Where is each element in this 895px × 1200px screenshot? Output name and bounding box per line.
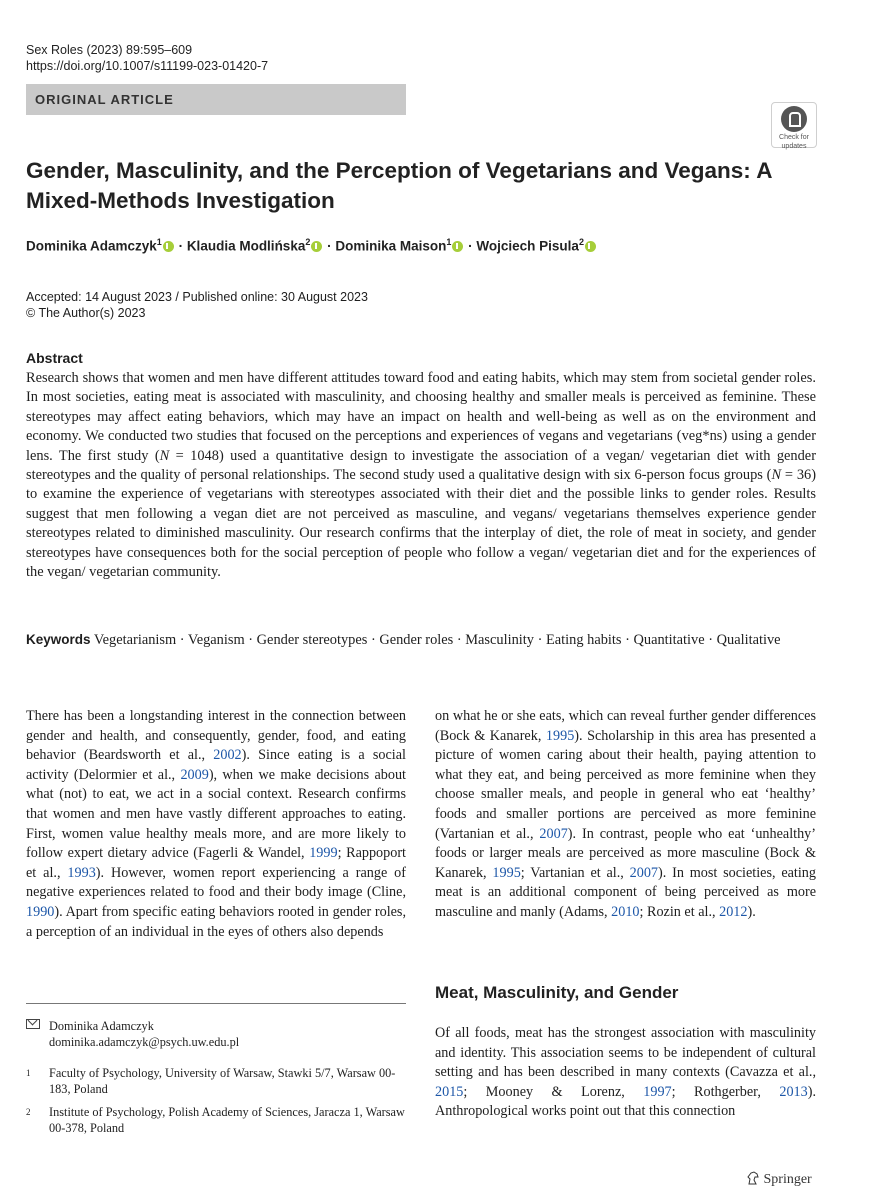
accepted-published-dates: Accepted: 14 August 2023 / Published online: 30 August 2023	[26, 290, 368, 304]
body-text: ), when we make decisions about what (not) to eat, we act in a social context. Research confirms that women and men have vastly different approaches to eating. First, women value healthy meals more, and are more likely to follow expert dietary advice (Fagerli & Wandel,	[26, 766, 406, 862]
body-text: ).	[747, 903, 756, 920]
orcid-icon[interactable]	[585, 241, 596, 252]
affiliation-mark: 2	[26, 1107, 31, 1117]
author-affiliation-mark: 2	[578, 237, 584, 247]
body-text: ). Scholarship in this area has presented a picture of women caring about their health, paying attention to what they eat, and being perceived as more feminine when they choose smaller meals, and people in general who eat ‘healthy’ foods and smaller portions are perceived as more feminine (Vartanian et al.,	[435, 727, 816, 842]
citation-link[interactable]: 1993	[67, 864, 96, 881]
abstract-italic-n: N	[771, 467, 782, 484]
affiliation-1	[26, 1065, 406, 1097]
abstract-text-part: = 1048) used a quantitative design to investigate the association of a vegan/ vegetarian diet with gender stereotypes and the quality of personal relationships. The second study used a qualitative design with six 6-person focus groups (	[26, 447, 816, 484]
body-text: ; Vartanian et al.,	[520, 864, 630, 881]
author-name[interactable]: Dominika Maison	[335, 238, 447, 254]
journal-header	[26, 42, 268, 74]
citation-link[interactable]: 1999	[309, 845, 338, 862]
author-name[interactable]: Dominika Adamczyk	[26, 238, 157, 254]
keywords-label: Keywords	[26, 632, 91, 647]
body-text: ; Rappoport et al.,	[26, 845, 406, 881]
envelope-icon	[26, 1018, 40, 1034]
author-affiliation-mark: 2	[305, 237, 311, 247]
citation-link[interactable]: 2010	[611, 903, 640, 920]
check-for-updates-badge[interactable]	[771, 102, 817, 148]
citation-link[interactable]: 2013	[779, 1083, 808, 1100]
orcid-icon[interactable]	[163, 241, 174, 252]
citation-link[interactable]: 2015	[435, 1083, 464, 1100]
body-text: ). Anthropological works point out that this connection	[435, 1083, 816, 1120]
citation-link[interactable]: 1995	[545, 727, 575, 744]
citation-link[interactable]: 1995	[492, 864, 521, 881]
body-text: ). However, women report experiencing a range of negative experiences related to food and their body image (Cline,	[26, 864, 407, 901]
author-affiliation-mark: 1	[156, 237, 162, 247]
corresponding-email[interactable]: dominika.adamczyk@psych.uw.edu.pl	[49, 1035, 240, 1049]
affiliation-text: Faculty of Psychology, University of Warsaw, Stawki 5/7, Warsaw 00-183, Poland	[49, 1066, 396, 1096]
copyright-line: © The Author(s) 2023	[26, 306, 146, 320]
badge-label-2: updates	[781, 143, 807, 150]
orcid-icon[interactable]	[452, 241, 463, 252]
author-affiliation-mark: 1	[446, 237, 452, 247]
section-heading: Meat, Masculinity, and Gender	[435, 983, 679, 1002]
affiliation-text: Institute of Psychology, Polish Academy of Sciences, Jaracza 1, Warsaw 00-378, Poland	[49, 1105, 405, 1135]
badge-label-1: Check for	[779, 134, 809, 141]
horse-icon	[746, 1171, 760, 1185]
keywords-text: Vegetarianism · Veganism · Gender stereotypes · Gender roles · Masculinity · Eating habits · Quantitative · Qualitative	[93, 632, 781, 648]
journal-citation: Sex Roles (2023) 89:595–609	[26, 43, 193, 57]
body-text: ). Apart from specific eating behaviors rooted in gender roles, a perception of an individual in the eyes of others also depends	[26, 903, 406, 940]
affiliation-2	[26, 1104, 406, 1136]
citation-link[interactable]: 1997	[643, 1083, 672, 1100]
author-name[interactable]: Wojciech Pisula	[476, 238, 579, 254]
corresponding-author-note	[26, 1018, 406, 1050]
article-type-band	[26, 84, 406, 115]
section-body	[435, 1024, 816, 1122]
affiliation-mark: 1	[26, 1068, 31, 1078]
orcid-icon[interactable]	[311, 241, 322, 252]
body-text: ; Mooney & Lorenz,	[463, 1083, 644, 1100]
publisher-logo	[746, 1171, 812, 1188]
abstract-heading: Abstract	[26, 350, 83, 366]
journal-doi-link[interactable]: https://doi.org/10.1007/s11199-023-01420-7	[26, 59, 269, 73]
citation-link[interactable]: 2012	[719, 903, 748, 920]
citation-link[interactable]: 2007	[539, 825, 568, 842]
citation-link[interactable]: 2007	[629, 864, 659, 881]
abstract-text	[26, 369, 816, 582]
body-text: ). In most societies, eating meat is an additional component of being perceived as more masculine and manly (Adams,	[435, 864, 816, 920]
body-text: There has been a longstanding interest in the connection between gender and health, and consequently, gender, food, and eating behavior (Beardsworth et al.,	[26, 708, 406, 764]
bookmark-icon	[781, 106, 807, 132]
author-name[interactable]: Klaudia Modlińska	[186, 238, 306, 254]
corresponding-name: Dominika Adamczyk	[49, 1019, 154, 1033]
body-text: Of all foods, meat has the strongest association with masculinity and identity. This association seems to be independent of cultural setting and has been described in many contexts (Cavazza et al.,	[435, 1025, 816, 1081]
body-text: ; Rothgerber,	[671, 1083, 780, 1100]
abstract-text-part: = 36) to examine the experience of vegetarians with stereotypes associated with their diet and the possible links to gender roles. Results suggest that men following a vegan diet are not perceived as masculine, and vegans/ vegetarians themselves experience gender stereotypes related to diminished masculinity. Our research confirms that the interplay of diet, the role of meat in society, and gender stereotypes have consequences both for the social perception of people who follow a vegan/ vegetarian diet and for the experiences of the vegan/ vegetarian community.	[26, 467, 817, 581]
article-type: ORIGINAL ARTICLE	[35, 92, 174, 107]
abstract-italic-n: N	[159, 447, 170, 464]
publisher-name: Springer	[763, 1172, 812, 1187]
abstract-text-part: Research shows that women and men have different attitudes toward food and eating habits, which may stem from societal gender roles. In most societies, eating meat is associated with masculinity, and choosing healthy and smaller meals is perceived as feminine. These stereotypes may affect eating behaviors, which may have an impact on health and well-being as well as on the environment and economy. We conducted two studies that focused on the perceptions and experiences of vegans and vegetarians (veg*ns) using a gender lens. The first study (	[26, 370, 816, 464]
citation-link[interactable]: 2009	[180, 766, 209, 783]
body-left-column	[26, 707, 406, 942]
citation-link[interactable]: 2002	[213, 747, 242, 764]
body-right-column	[435, 707, 816, 923]
footnote-divider	[26, 1003, 406, 1004]
body-text: ). Since eating is a social activity (Delormier et al.,	[26, 747, 406, 783]
body-text: ; Rozin et al.,	[639, 903, 720, 920]
publication-dates	[26, 289, 368, 321]
author-list: Dominika Adamczyk$^1$ · Klaudia Modlińska$^2$ · Dominika Maison$^1$ · Wojciech Pisula$^2$	[26, 237, 597, 254]
citation-link[interactable]: 1990	[26, 903, 55, 920]
body-text: ). In contrast, people who eat ‘unhealthy’ foods or larger meals are perceived as more masculine (Bock & Kanarek,	[435, 825, 817, 881]
body-text: on what he or she eats, which can reveal further gender differences (Bock & Kanarek,	[435, 708, 816, 744]
article-title: Gender, Masculinity, and the Perception of Vegetarians and Vegans: A Mixed-Methods Investigation	[26, 158, 772, 213]
keywords	[26, 630, 816, 650]
